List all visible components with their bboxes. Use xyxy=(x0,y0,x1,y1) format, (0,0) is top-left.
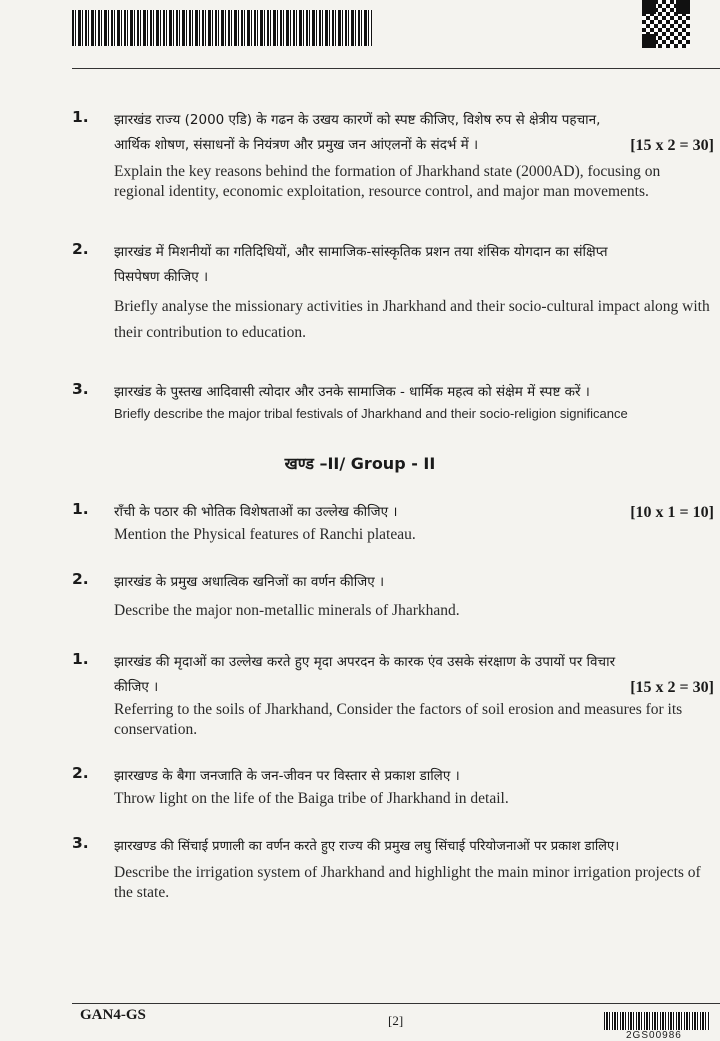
question-english: Briefly describe the major tribal festivals of Jharkhand and their socio-religion significance xyxy=(114,406,628,421)
question-s3-2 xyxy=(72,764,714,809)
question-marks: [10 x 1 = 10] xyxy=(630,504,714,521)
question-number: 3. xyxy=(72,380,89,398)
question-english: Explain the key reasons behind the formation of Jharkhand state (2000AD), focusing on regional identity, economic exploitation, resource control, and major man movements. xyxy=(114,163,661,200)
question-number: 1. xyxy=(72,500,89,518)
question-1 xyxy=(72,108,714,202)
question-marks: [15 x 2 = 30] xyxy=(630,137,714,154)
question-number: 1. xyxy=(72,108,89,126)
question-marks: [15 x 2 = 30] xyxy=(630,679,714,696)
question-hindi-line-wrap xyxy=(114,133,714,158)
question-number: 1. xyxy=(72,650,89,668)
question-english: Briefly analyse the missionary activities in Jharkhand and their socio-cultural impact along with their contribution to education. xyxy=(114,298,710,341)
question-hindi-line: झारखंड की मृदाओं का उल्लेख करते हुए मृदा अपरदन के कारक एंव उसके संरक्षाण के उपायों पर विचार xyxy=(114,654,616,670)
question-hindi-line: झारखण्ड की सिंचाई प्रणाली का वर्णन करते हुए राज्य की प्रमुख लघु सिंचाई परियोजनाओं पर प्रकाश डालिए। xyxy=(114,839,620,854)
question-number: 2. xyxy=(72,764,89,782)
question-hindi-line: झारखंड राज्य (2000 एडि) के गढन के उखय कारणें को स्पष्ट कीजिए, विशेष रुप से क्षेत्रीय पहचान, xyxy=(114,112,601,128)
serial-number: 2GS00986 xyxy=(626,1030,682,1041)
question-number: 2. xyxy=(72,240,89,258)
question-english: Referring to the soils of Jharkhand, Consider the factors of soil erosion and measures for its conservation. xyxy=(114,701,683,738)
question-english: Mention the Physical features of Ranchi plateau. xyxy=(114,526,416,543)
question-hindi-line-wrap xyxy=(114,675,714,700)
question-english: Describe the irrigation system of Jharkhand and highlight the main minor irrigation projects of the state. xyxy=(114,864,701,901)
question-number: 2. xyxy=(72,570,89,588)
question-3 xyxy=(72,380,714,423)
paper-code: GAN4-GS xyxy=(80,1007,146,1023)
question-number: 3. xyxy=(72,834,89,852)
question-hindi-line: झारखंड के प्रमुख अधात्विक खनिजों का वर्णन कीजिए । xyxy=(114,574,385,590)
question-hindi-line: झारखण्ड के बैगा जनजाति के जन-जीवन पर विस्तार से प्रकाश डालिए । xyxy=(114,768,460,784)
question-hindi-line: कीजिए । xyxy=(114,679,159,695)
question-s3-3 xyxy=(72,834,714,903)
question-hindi-line: झारखंड में मिशनीयों का गतिदिधियों, और सामाजिक-सांस्कृतिक प्रशन तया शंसिक योगदान का संक्षिप्त xyxy=(114,244,608,260)
question-g2-1 xyxy=(72,500,714,545)
question-hindi-line: आर्थिक शोषण, संसाधनों के नियंत्रण और प्रमुख जन आंएलनों के संदर्भ में । xyxy=(114,137,479,153)
footer-divider xyxy=(72,1003,720,1004)
page-number: [2] xyxy=(388,1013,404,1028)
question-hindi-line: राँची के पठार की भोतिक विशेषताओं का उल्लेख कीजिए । xyxy=(114,504,398,520)
question-english: Throw light on the life of the Baiga tribe of Jharkhand in detail. xyxy=(114,790,509,807)
qr-code-image xyxy=(642,0,690,48)
question-english: Describe the major non-metallic minerals of Jharkhand. xyxy=(114,602,460,619)
question-hindi-line: झारखंड के पुस्तख आदिवासी त्योदार और उनके सामाजिक - धार्मिक महत्व को संक्षेम में स्पष्ट करें । xyxy=(114,384,590,400)
question-g2-2 xyxy=(72,570,714,621)
question-hindi-line: पिसपेषण कीजिए । xyxy=(114,269,209,285)
question-hindi-line-wrap xyxy=(114,500,714,525)
question-2 xyxy=(72,240,714,346)
footer-barcode-image xyxy=(604,1012,710,1030)
barcode-image xyxy=(72,10,372,46)
question-s3-1 xyxy=(72,650,714,740)
header-divider xyxy=(72,68,720,69)
group-heading: खण्ड –II/ Group - II xyxy=(284,454,436,473)
